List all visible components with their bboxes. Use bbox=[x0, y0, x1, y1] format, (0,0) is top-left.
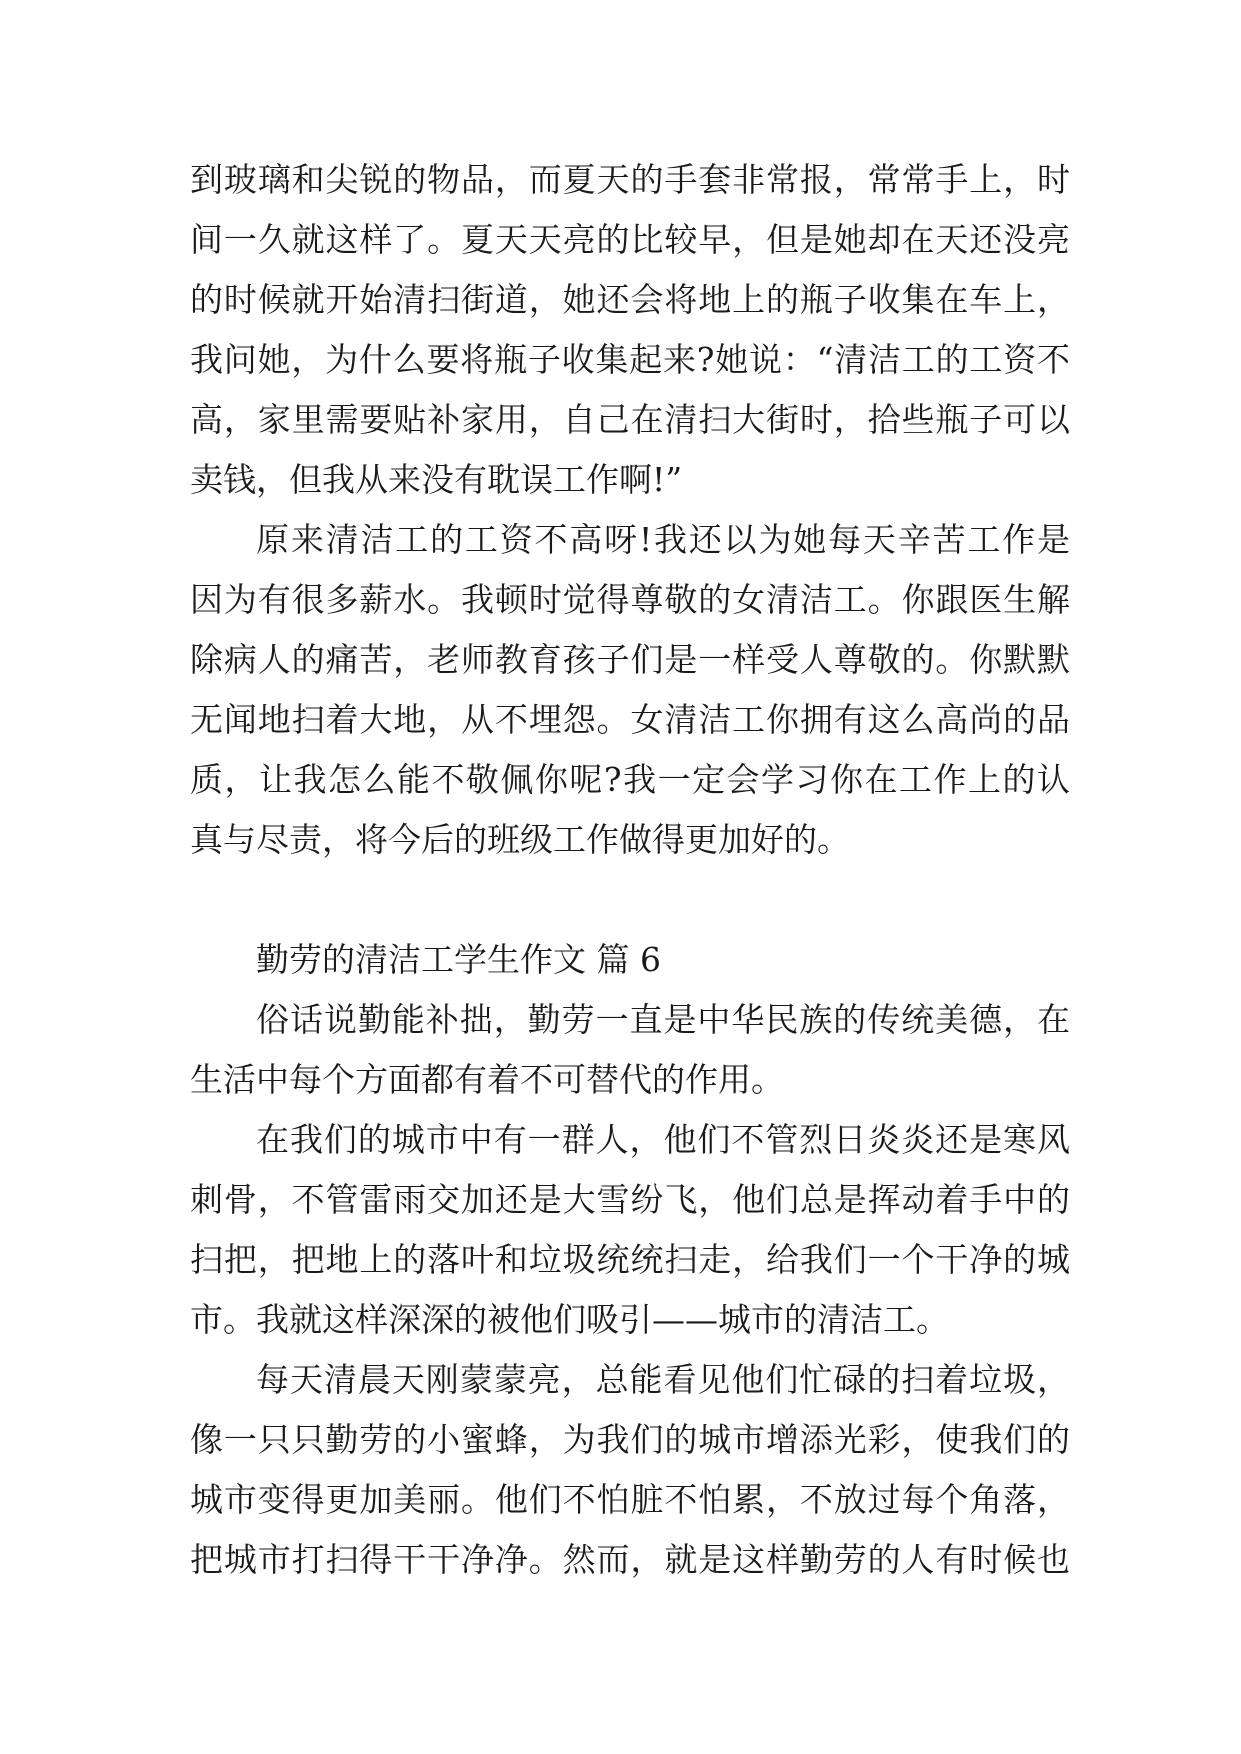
paragraph-line: 刺骨，不管雷雨交加还是大雪纷飞，他们总是挥动着手中的 bbox=[190, 1180, 1070, 1219]
paragraph-line: 把城市打扫得干干净净。然而，就是这样勤劳的人有时候也 bbox=[190, 1540, 1070, 1579]
paragraph-line: 的时候就开始清扫街道，她还会将地上的瓶子收集在车上， bbox=[190, 280, 1070, 319]
paragraph-4 bbox=[190, 1110, 1070, 1350]
paragraph-line: 像一只只勤劳的小蜜蜂，为我们的城市增添光彩，使我们的 bbox=[190, 1420, 1070, 1459]
paragraph-line: 高，家里需要贴补家用，自己在清扫大街时，拾些瓶子可以 bbox=[190, 400, 1070, 439]
paragraph-line: 真与尽责，将今后的班级工作做得更加好的。 bbox=[190, 820, 850, 859]
paragraph-line: 无闻地扫着大地，从不埋怨。女清洁工你拥有这么高尚的品 bbox=[190, 700, 1070, 739]
paragraph-2 bbox=[190, 510, 1070, 870]
section-heading: 勤劳的清洁工学生作文 篇 6 bbox=[256, 940, 661, 979]
paragraph-line: 市。我就这样深深的被他们吸引——城市的清洁工。 bbox=[190, 1300, 949, 1339]
paragraph-5 bbox=[190, 1350, 1070, 1590]
paragraph-line: 扫把，把地上的落叶和垃圾统统扫走，给我们一个干净的城 bbox=[190, 1240, 1070, 1279]
paragraph-line: 生活中每个方面都有着不可替代的作用。 bbox=[190, 1060, 784, 1099]
paragraph-line: 到玻璃和尖锐的物品，而夏天的手套非常报，常常手上，时 bbox=[190, 160, 1070, 199]
paragraph-line: 在我们的城市中有一群人，他们不管烈日炎炎还是寒风 bbox=[256, 1120, 1070, 1159]
paragraph-line: 质，让我怎么能不敬佩你呢?我一定会学习你在工作上的认 bbox=[190, 760, 1070, 799]
paragraph-line: 卖钱，但我从来没有耽误工作啊!” bbox=[190, 460, 683, 499]
paragraph-line: 除病人的痛苦，老师教育孩子们是一样受人尊敬的。你默默 bbox=[190, 640, 1070, 679]
paragraph-line: 城市变得更加美丽。他们不怕脏不怕累，不放过每个角落， bbox=[190, 1480, 1070, 1519]
paragraph-line: 因为有很多薪水。我顿时觉得尊敬的女清洁工。你跟医生解 bbox=[190, 580, 1070, 619]
paragraph-line: 俗话说勤能补拙，勤劳一直是中华民族的传统美德，在 bbox=[256, 1000, 1070, 1039]
paragraph-line: 每天清晨天刚蒙蒙亮，总能看见他们忙碌的扫着垃圾， bbox=[256, 1360, 1070, 1399]
paragraph-line: 间一久就这样了。夏天天亮的比较早，但是她却在天还没亮 bbox=[190, 220, 1070, 259]
paragraph-line: 原来清洁工的工资不高呀!我还以为她每天辛苦工作是 bbox=[256, 520, 1070, 559]
paragraph-1 bbox=[190, 150, 1070, 510]
paragraph-line: 我问她，为什么要将瓶子收集起来?她说：“清洁工的工资不 bbox=[190, 340, 1070, 379]
paragraph-3 bbox=[190, 990, 1070, 1110]
document-body bbox=[190, 150, 1070, 1590]
